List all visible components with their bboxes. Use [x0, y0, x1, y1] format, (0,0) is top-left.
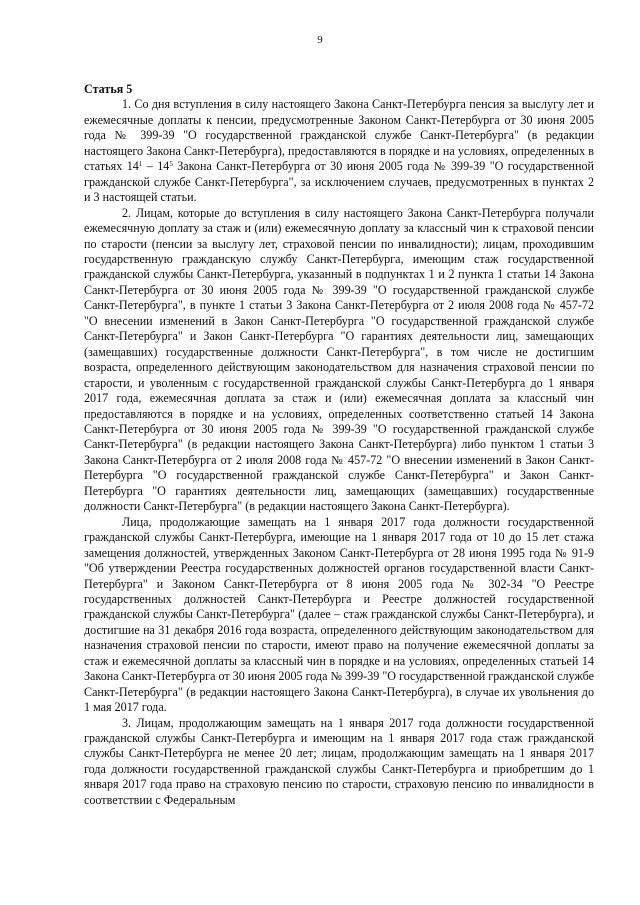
- article-heading: Статья 5: [84, 82, 133, 96]
- paragraph-clause-2-continued: Лица, продолжающие замещать на 1 января 2017 года должности государственной гражданской службы Санкт-Петербурга, имеющие на 1 января 2017 года от 10 до 15 лет стажа замещения должностей, утвержденных Законом Санкт-Петербурга от 28 июня 1995 года № 91-9 "Об утверждении Реестра государственных должностей органов государственной власти Санкт-Петербурга" и Законом Санкт-Петербурга от 8 июня 2005 года № 302-34 "О Реестре государственных должностей Санкт-Петербурга и Реестре должностей государственной гражданской службы Санкт-Петербурга" (далее – стаж гражданской службы Санкт-Петербурга), и достигшие на 31 декабря 2016 года возраста, определенного действующим законодательством для назначения страховой пенсии по старости, имеют право на получение ежемесячной доплаты за стаж и ежемесячной доплаты за классный чин в порядке и на условиях, определенных статьей 14 Закона Санкт-Петербурга от 30 июня 2005 года № 399-39 "О государственной гражданской службе Санкт-Петербурга" (в редакции настоящего Закона Санкт-Петербурга), в случае их увольнения до 1 мая 2017 года.: [84, 514, 594, 715]
- clause-1-superscript-b: 5: [169, 160, 173, 169]
- clause-1-text-c: Закона Санкт-Петербурга от 30 июня 2005 года № 399-39 "О государственной гражданской службе Санкт-Петербурга", за исключением случаев, предусмотренных в пунктах 2 и 3 настоящей статьи.: [84, 159, 594, 205]
- paragraph-clause-1: [84, 97, 594, 205]
- page-number: 9: [317, 34, 323, 46]
- page-body: [84, 82, 594, 808]
- paragraph-clause-2: 2. Лицам, которые до вступления в силу настоящего Закона Санкт-Петербурга получали ежемесячную доплату за стаж и (или) ежемесячную доплату за классный чин к страховой пенсии по старости (пенсии за выслугу лет, страховой пенсии по инвалидности); лицам, проходившим государственную гражданскую службу Санкт-Петербурга, имеющим стаж государственной гражданской службы Санкт-Петербурга, указанный в подпунктах 1 и 2 пункта 1 статьи 14 Закона Санкт-Петербурга от 30 июня 2005 года № 399-39 "О государственной гражданской службе Санкт-Петербурга", в пункте 1 статьи 3 Закона Санкт-Петербурга от 2 июля 2008 года № 457-72 "О внесении изменений в Закон Санкт-Петербурга "О государственной гражданской службе Санкт-Петербурга" и Закон Санкт-Петербурга "О гарантиях деятельности лиц, замещающих (замещавших) государственные должности Санкт-Петербурга", в том числе не достигшим возраста, определенного действующим законодательством для назначения страховой пенсии по старости, и уволенным с государственной гражданской службы Санкт-Петербурга до 1 января 2017 года, ежемесячная доплата за стаж и (или) ежемесячная доплата за классный чин предоставляются в порядке и на условиях, определенных соответственно статьей 14 Закона Санкт-Петербурга от 30 июня 2005 года № 399-39 "О государственной гражданской службе Санкт-Петербурга" (в редакции настоящего Закона Санкт-Петербурга) либо пунктом 1 статьи 3 Закона Санкт-Петербурга от 2 июля 2008 года № 457-72 "О внесении изменений в Закон Санкт-Петербурга "О государственной гражданской службе Санкт-Петербурга" и Закон Санкт-Петербурга "О гарантиях деятельности лиц, замещающих (замещавших) государственные должности Санкт-Петербурга" (в редакции настоящего Закона Санкт-Петербурга).: [84, 205, 594, 514]
- clause-1-text-b: – 14: [142, 159, 170, 174]
- clause-1-superscript-a: 1: [138, 160, 143, 169]
- paragraph-clause-3: 3. Лицам, продолжающим замещать на 1 января 2017 года должности государственной гражданской службы Санкт-Петербурга и имеющим на 1 января 2017 года стаж гражданской службы Санкт-Петербурга не менее 20 лет; лицам, продолжающим замещать на 1 января 2017 года должности государственной гражданской службы Санкт-Петербурга и приобретшим до 1 января 2017 года право на страховую пенсию по старости, страховую пенсию по инвалидности в соответствии с Федеральным: [84, 715, 594, 807]
- clause-1-text-a: 1. Со дня вступления в силу настоящего Закона Санкт-Петербурга пенсия за выслугу лет и ежемесячные доплаты к пенсии, предусмотренные Законом Санкт-Петербурга от 30 июня 2005 года № 399-39 "О государственной гражданской службе Санкт-Петербурга" (в редакции настоящего Закона Санкт-Петербурга), предоставляются в порядке и на условиях, определенных в статьях 14: [84, 97, 594, 174]
